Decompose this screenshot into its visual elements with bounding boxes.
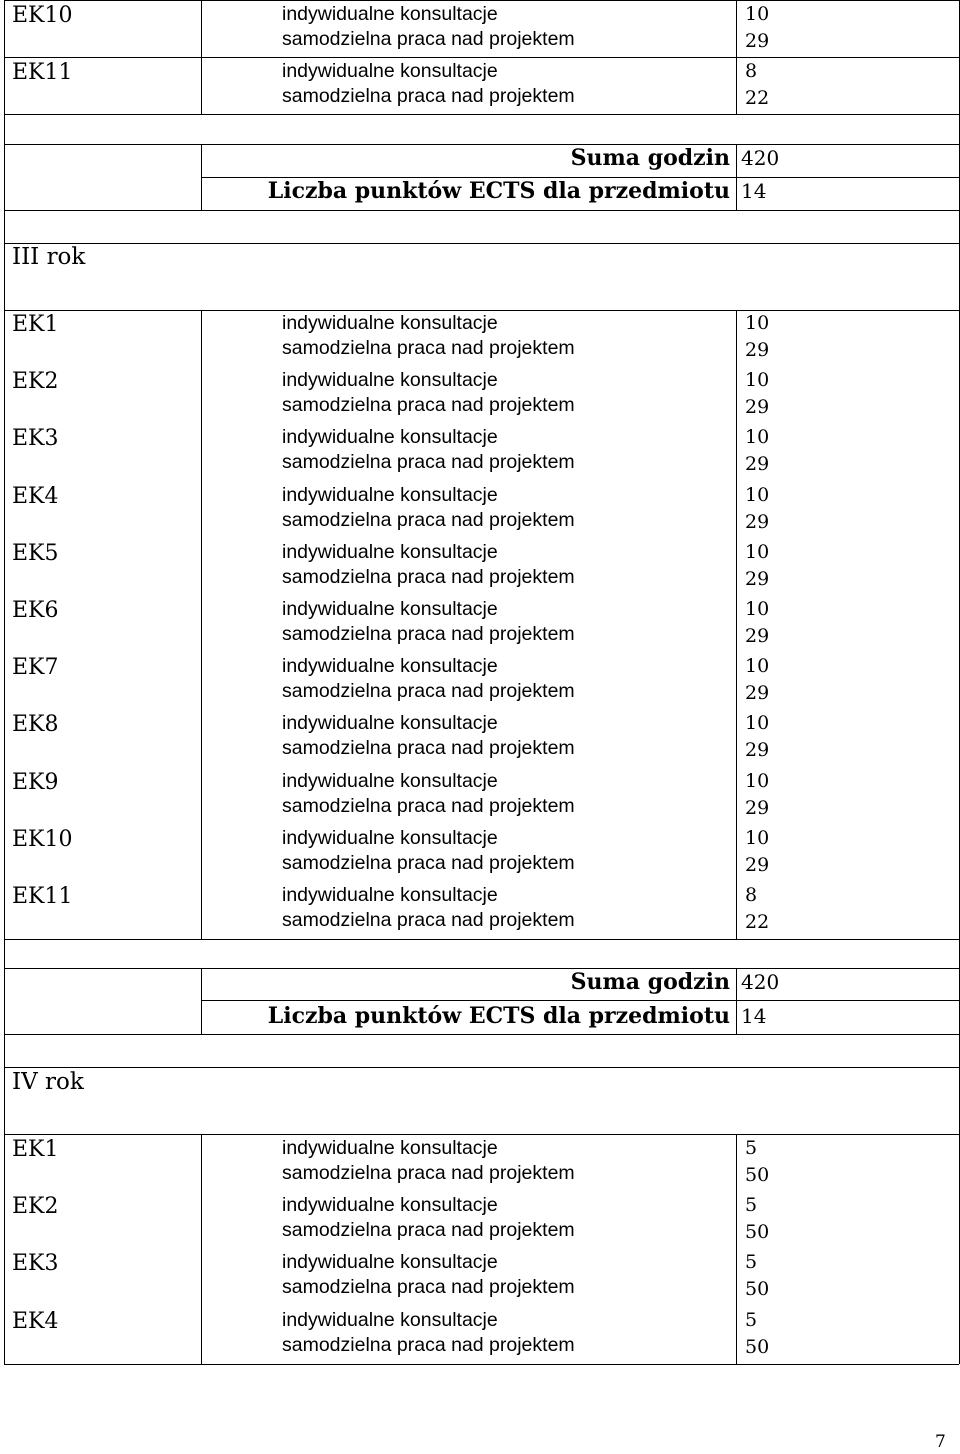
- hours-consultations: 10: [745, 598, 770, 620]
- hours-consultations: 10: [745, 827, 770, 849]
- hours-project-work: 50: [745, 1221, 770, 1243]
- hours-consultations: 5: [745, 1251, 758, 1273]
- ek-code: EK2: [12, 1194, 59, 1219]
- activity-project-work: samodzielna praca nad projektem: [282, 737, 575, 759]
- ek-code: EK8: [12, 712, 59, 737]
- activity-consultations: indywidualne konsultacje: [282, 827, 498, 849]
- activity-consultations: indywidualne konsultacje: [282, 541, 498, 563]
- hours-consultations: 8: [745, 60, 758, 82]
- hours-consultations: 10: [745, 426, 770, 448]
- ek-code: EK3: [12, 426, 59, 451]
- hours-project-work: 29: [745, 625, 770, 647]
- activity-consultations: indywidualne konsultacje: [282, 770, 498, 792]
- table-rule-horizontal: [4, 144, 959, 145]
- ek-code: EK10: [12, 827, 73, 852]
- activity-consultations: indywidualne konsultacje: [282, 369, 498, 391]
- ects-label: Liczba punktów ECTS dla przedmiotu: [267, 178, 730, 204]
- ek-code: EK11: [12, 884, 73, 909]
- hours-project-work: 29: [745, 854, 770, 876]
- table-rule-horizontal: [4, 1364, 959, 1365]
- table-rule-horizontal: [4, 210, 959, 211]
- activity-project-work: samodzielna praca nad projektem: [282, 85, 575, 107]
- activity-consultations: indywidualne konsultacje: [282, 655, 498, 677]
- hours-project-work: 29: [745, 30, 770, 52]
- table-rule-vertical: [201, 968, 202, 1034]
- table-rule-vertical: [736, 144, 737, 210]
- hours-consultations: 10: [745, 770, 770, 792]
- activity-consultations: indywidualne konsultacje: [282, 60, 498, 82]
- activity-project-work: samodzielna praca nad projektem: [282, 509, 575, 531]
- ek-code: EK5: [12, 541, 59, 566]
- page-number: 7: [935, 1432, 946, 1452]
- table-rule-vertical: [736, 0, 737, 114]
- ek-code: EK10: [12, 3, 73, 28]
- hours-project-work: 50: [745, 1164, 770, 1186]
- hours-project-work: 22: [745, 911, 770, 933]
- ek-code: EK4: [12, 484, 59, 509]
- ek-code: EK6: [12, 598, 59, 623]
- hours-project-work: 29: [745, 339, 770, 361]
- ek-code: EK1: [12, 312, 59, 337]
- hours-consultations: 10: [745, 655, 770, 677]
- table-rule-horizontal: [4, 939, 959, 940]
- activity-project-work: samodzielna praca nad projektem: [282, 1219, 575, 1241]
- hours-consultations: 10: [745, 712, 770, 734]
- hours-consultations: 10: [745, 541, 770, 563]
- activity-project-work: samodzielna praca nad projektem: [282, 394, 575, 416]
- activity-consultations: indywidualne konsultacje: [282, 712, 498, 734]
- activity-project-work: samodzielna praca nad projektem: [282, 1162, 575, 1184]
- table-rule-horizontal: [4, 0, 959, 1]
- table-rule-vertical: [4, 1067, 5, 1364]
- activity-consultations: indywidualne konsultacje: [282, 484, 498, 506]
- hours-consultations: 10: [745, 369, 770, 391]
- activity-project-work: samodzielna praca nad projektem: [282, 852, 575, 874]
- hours-project-work: 29: [745, 511, 770, 533]
- hours-consultations: 5: [745, 1137, 758, 1159]
- activity-project-work: samodzielna praca nad projektem: [282, 680, 575, 702]
- hours-project-work: 22: [745, 87, 770, 109]
- sum-hours-value: 420: [741, 970, 780, 994]
- table-rule-vertical: [201, 310, 202, 939]
- table-rule-horizontal: [4, 1067, 959, 1068]
- hours-project-work: 29: [745, 453, 770, 475]
- table-rule-vertical: [201, 0, 202, 114]
- activity-consultations: indywidualne konsultacje: [282, 426, 498, 448]
- ek-code: EK11: [12, 60, 73, 85]
- activity-consultations: indywidualne konsultacje: [282, 3, 498, 25]
- hours-project-work: 50: [745, 1278, 770, 1300]
- activity-consultations: indywidualne konsultacje: [282, 1251, 498, 1273]
- activity-consultations: indywidualne konsultacje: [282, 1194, 498, 1216]
- ects-value: 14: [741, 1004, 767, 1028]
- ects-value: 14: [741, 179, 767, 203]
- table-rule-horizontal: [4, 1134, 959, 1135]
- table-rule-horizontal: [4, 1034, 959, 1035]
- ek-code: EK4: [12, 1309, 59, 1334]
- activity-project-work: samodzielna praca nad projektem: [282, 28, 575, 50]
- table-rule-vertical: [736, 968, 737, 1034]
- table-rule-vertical: [736, 1134, 737, 1364]
- sum-hours-label: Suma godzin: [570, 145, 730, 171]
- year-heading: III rok: [12, 244, 86, 270]
- activity-consultations: indywidualne konsultacje: [282, 598, 498, 620]
- hours-consultations: 10: [745, 484, 770, 506]
- hours-project-work: 29: [745, 797, 770, 819]
- ects-label: Liczba punktów ECTS dla przedmiotu: [267, 1003, 730, 1029]
- ek-code: EK9: [12, 770, 59, 795]
- activity-project-work: samodzielna praca nad projektem: [282, 451, 575, 473]
- activity-project-work: samodzielna praca nad projektem: [282, 337, 575, 359]
- activity-consultations: indywidualne konsultacje: [282, 1309, 498, 1331]
- activity-project-work: samodzielna praca nad projektem: [282, 566, 575, 588]
- table-rule-horizontal: [201, 1000, 959, 1001]
- activity-project-work: samodzielna praca nad projektem: [282, 623, 575, 645]
- table-rule-vertical: [201, 1134, 202, 1364]
- hours-consultations: 10: [745, 3, 770, 25]
- activity-consultations: indywidualne konsultacje: [282, 884, 498, 906]
- hours-project-work: 29: [745, 739, 770, 761]
- hours-consultations: 8: [745, 884, 758, 906]
- activity-consultations: indywidualne konsultacje: [282, 312, 498, 334]
- table-rule-horizontal: [4, 57, 959, 58]
- activity-project-work: samodzielna praca nad projektem: [282, 795, 575, 817]
- sum-hours-value: 420: [741, 146, 780, 170]
- table-rule-vertical: [201, 144, 202, 210]
- activity-project-work: samodzielna praca nad projektem: [282, 1276, 575, 1298]
- hours-project-work: 29: [745, 682, 770, 704]
- activity-project-work: samodzielna praca nad projektem: [282, 1334, 575, 1356]
- year-heading: IV rok: [12, 1069, 84, 1095]
- table-rule-horizontal: [4, 968, 959, 969]
- activity-consultations: indywidualne konsultacje: [282, 1137, 498, 1159]
- ek-code: EK1: [12, 1137, 59, 1162]
- table-rule-vertical: [736, 310, 737, 939]
- table-rule-vertical: [4, 243, 5, 1067]
- hours-project-work: 29: [745, 396, 770, 418]
- sum-hours-label: Suma godzin: [570, 969, 730, 995]
- activity-project-work: samodzielna praca nad projektem: [282, 909, 575, 931]
- ek-code: EK2: [12, 369, 59, 394]
- table-rule-horizontal: [4, 114, 959, 115]
- hours-consultations: 10: [745, 312, 770, 334]
- ek-code: EK7: [12, 655, 59, 680]
- hours-consultations: 5: [745, 1309, 758, 1331]
- table-rule-horizontal: [4, 243, 959, 244]
- ek-code: EK3: [12, 1251, 59, 1276]
- table-rule-vertical: [4, 0, 5, 243]
- hours-project-work: 50: [745, 1336, 770, 1358]
- hours-consultations: 5: [745, 1194, 758, 1216]
- hours-project-work: 29: [745, 568, 770, 590]
